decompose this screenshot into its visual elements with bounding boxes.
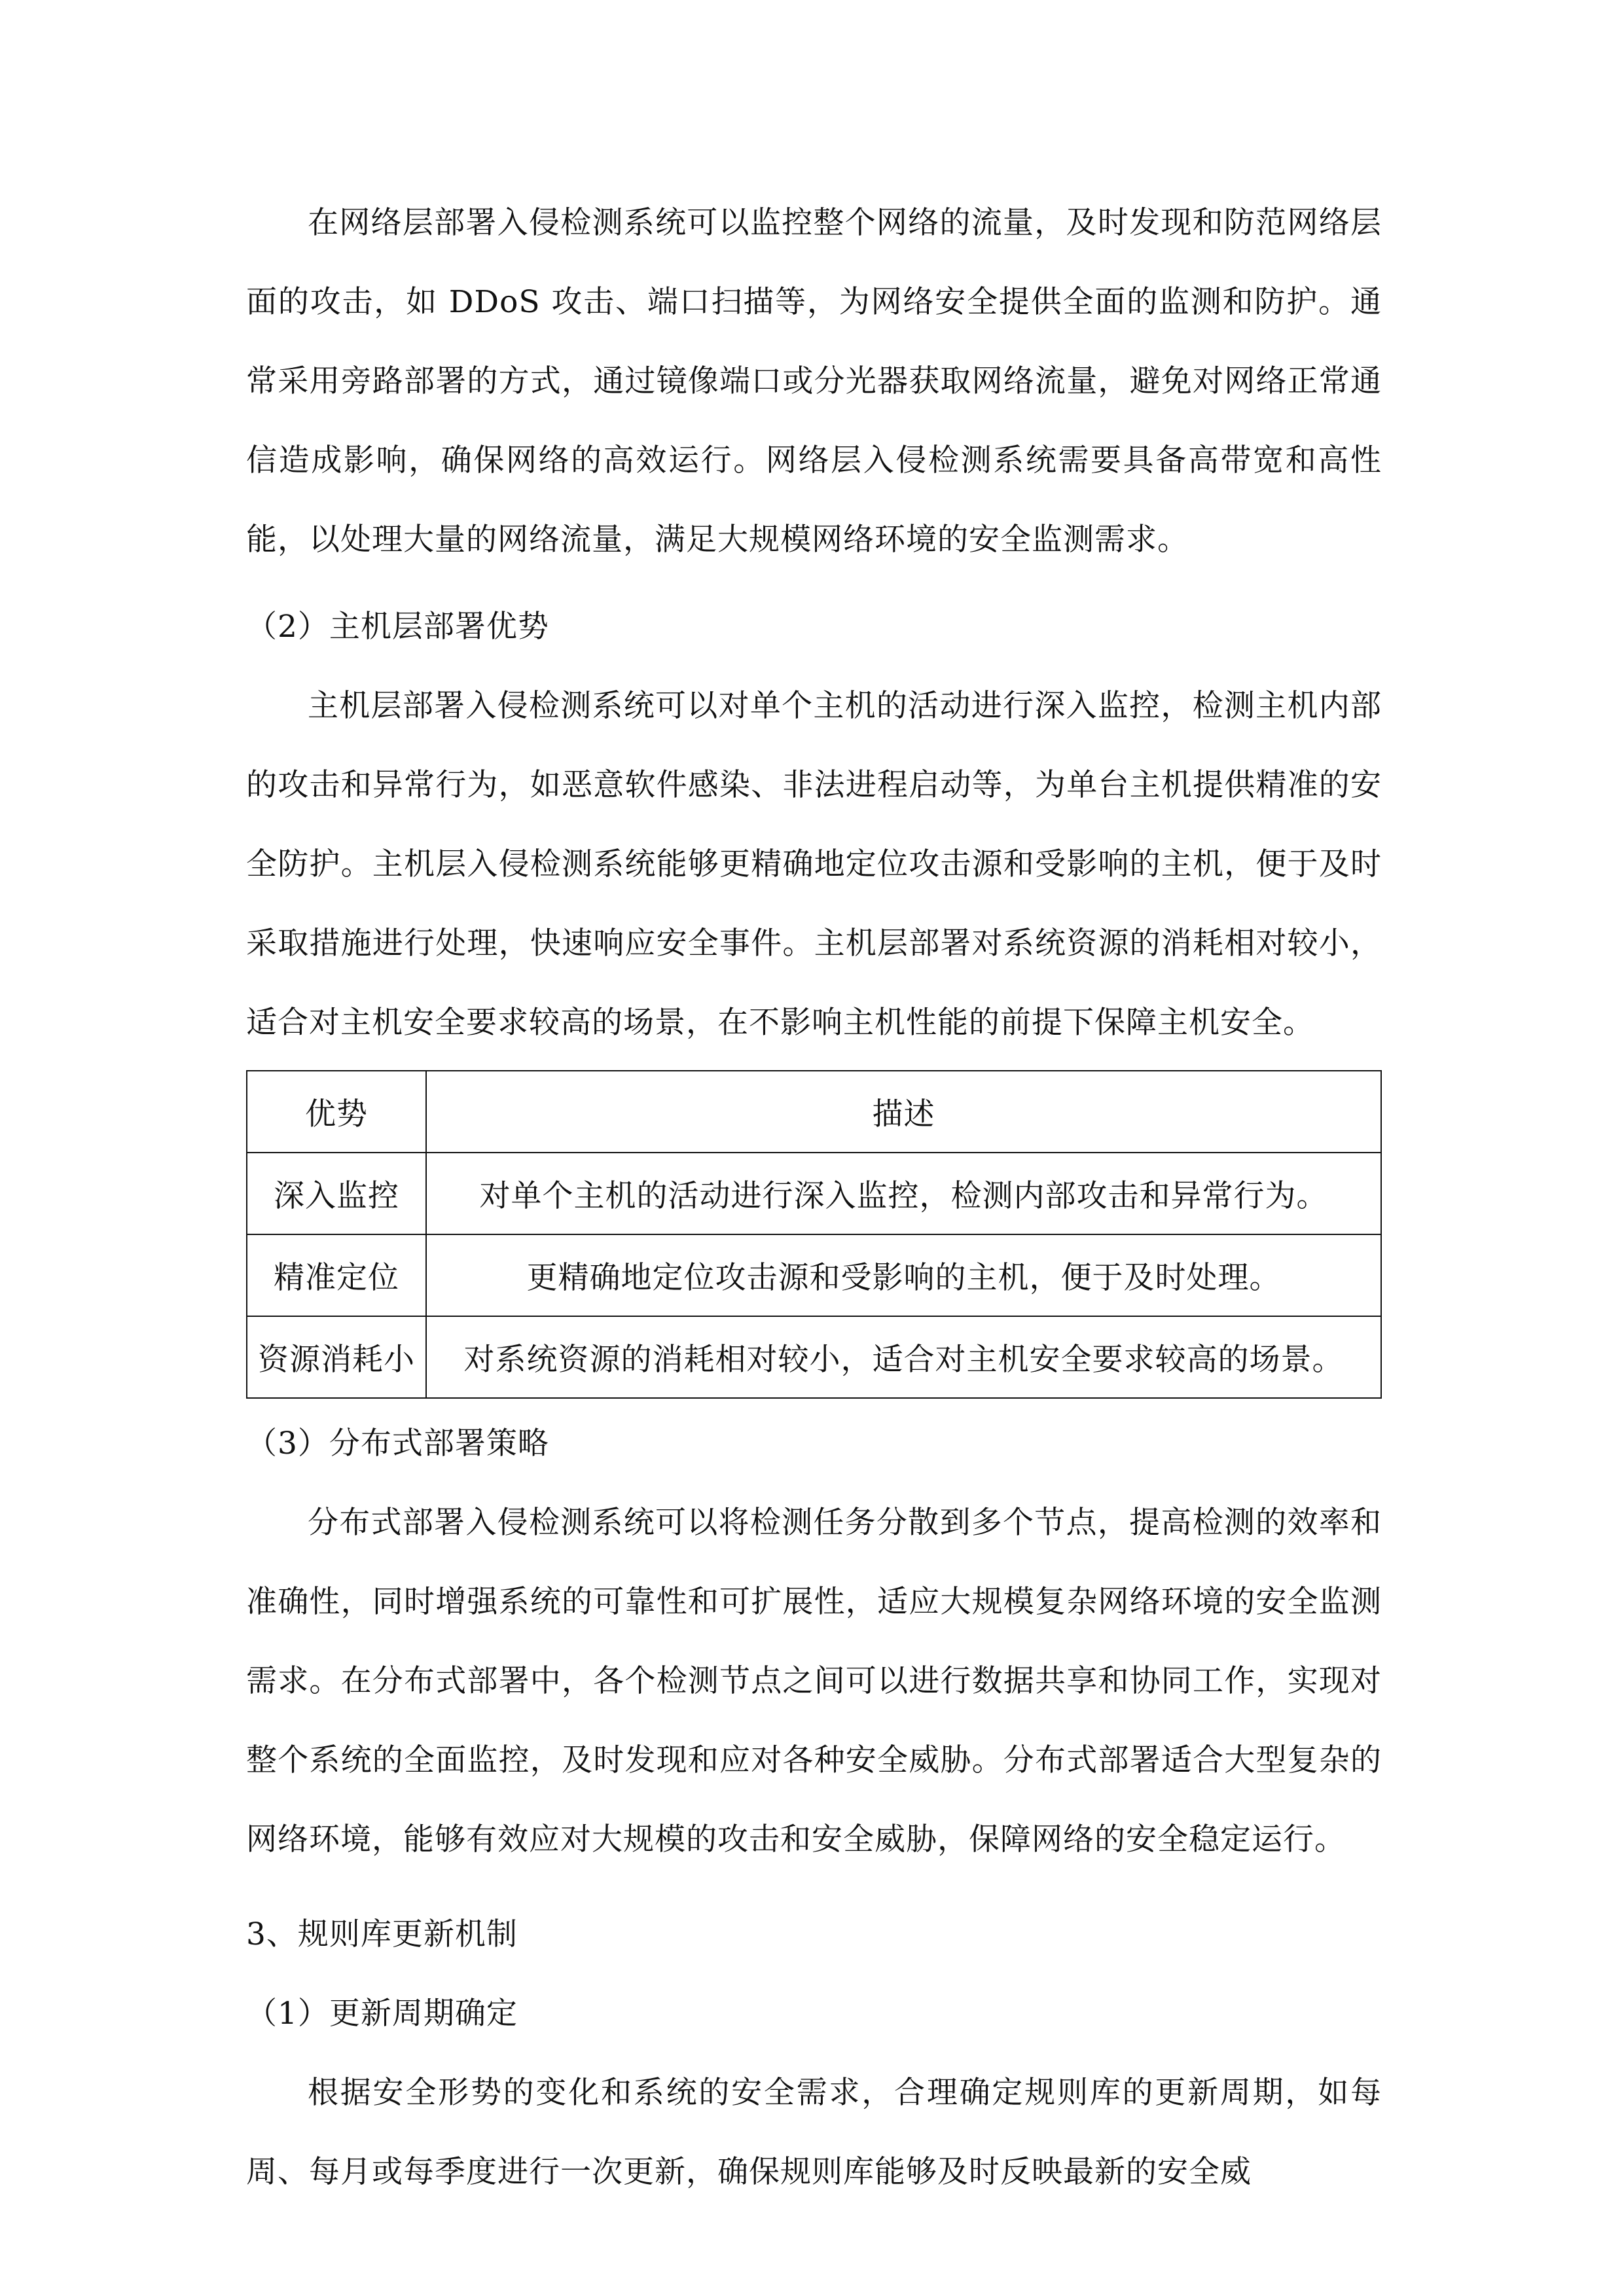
advantages-table <box>246 1070 1382 1399</box>
heading-rules-update: 3、规则库更新机制 <box>246 1916 518 1952</box>
table-row <box>247 1153 1381 1234</box>
paragraph-network-layer: 在网络层部署入侵检测系统可以监控整个网络的流量，及时发现和防范网络层面的攻击，如 DDoS 攻击、端口扫描等，为网络安全提供全面的监测和防护。通常采用旁路部署的方式，通过镜像端口或分光器获取网络流量，避免对网络正常通信造成影响，确保网络的高效运行。网络层入侵检测系统需要具备高带宽和高性能，以处理大量的网络流量，满足大规模网络环境的安全监测需求。 <box>246 205 1382 558</box>
table-cell-description: 对单个主机的活动进行深入监控，检测内部攻击和异常行为。 <box>426 1153 1381 1234</box>
heading-update-cycle: （1）更新周期确定 <box>246 1996 518 2032</box>
heading-host-layer: （2）主机层部署优势 <box>246 609 549 645</box>
table-cell-description: 更精确地定位攻击源和受影响的主机，便于及时处理。 <box>426 1234 1381 1316</box>
paragraph-update-cycle: 根据安全形势的变化和系统的安全需求，合理确定规则库的更新周期，如每周、每月或每季度进行一次更新，确保规则库能够及时反映最新的安全威 <box>246 2075 1382 2190</box>
table-cell-advantage: 资源消耗小 <box>247 1316 426 1398</box>
table-header-description: 描述 <box>426 1071 1381 1153</box>
table-cell-advantage: 精准定位 <box>247 1234 426 1316</box>
paragraph-host-layer: 主机层部署入侵检测系统可以对单个主机的活动进行深入监控，检测主机内部的攻击和异常行为，如恶意软件感染、非法进程启动等，为单台主机提供精准的安全防护。主机层入侵检测系统能够更精确地定位攻击源和受影响的主机，便于及时采取措施进行处理，快速响应安全事件。主机层部署对系统资源的消耗相对较小，适合对主机安全要求较高的场景，在不影响主机性能的前提下保障主机安全。 <box>246 688 1382 1041</box>
table-header-row <box>247 1071 1381 1153</box>
table-cell-advantage: 深入监控 <box>247 1153 426 1234</box>
table-row <box>247 1316 1381 1398</box>
table-header-advantage: 优势 <box>247 1071 426 1153</box>
heading-distributed: （3）分布式部署策略 <box>246 1426 549 1462</box>
table-row <box>247 1234 1381 1316</box>
document-body <box>246 183 1382 2212</box>
paragraph-distributed: 分布式部署入侵检测系统可以将检测任务分散到多个节点，提高检测的效率和准确性，同时增强系统的可靠性和可扩展性，适应大规模复杂网络环境的安全监测需求。在分布式部署中，各个检测节点之间可以进行数据共享和协同工作，实现对整个系统的全面监控，及时发现和应对各种安全威胁。分布式部署适合大型复杂的网络环境，能够有效应对大规模的攻击和安全威胁，保障网络的安全稳定运行。 <box>246 1505 1382 1857</box>
table-cell-description: 对系统资源的消耗相对较小，适合对主机安全要求较高的场景。 <box>426 1316 1381 1398</box>
